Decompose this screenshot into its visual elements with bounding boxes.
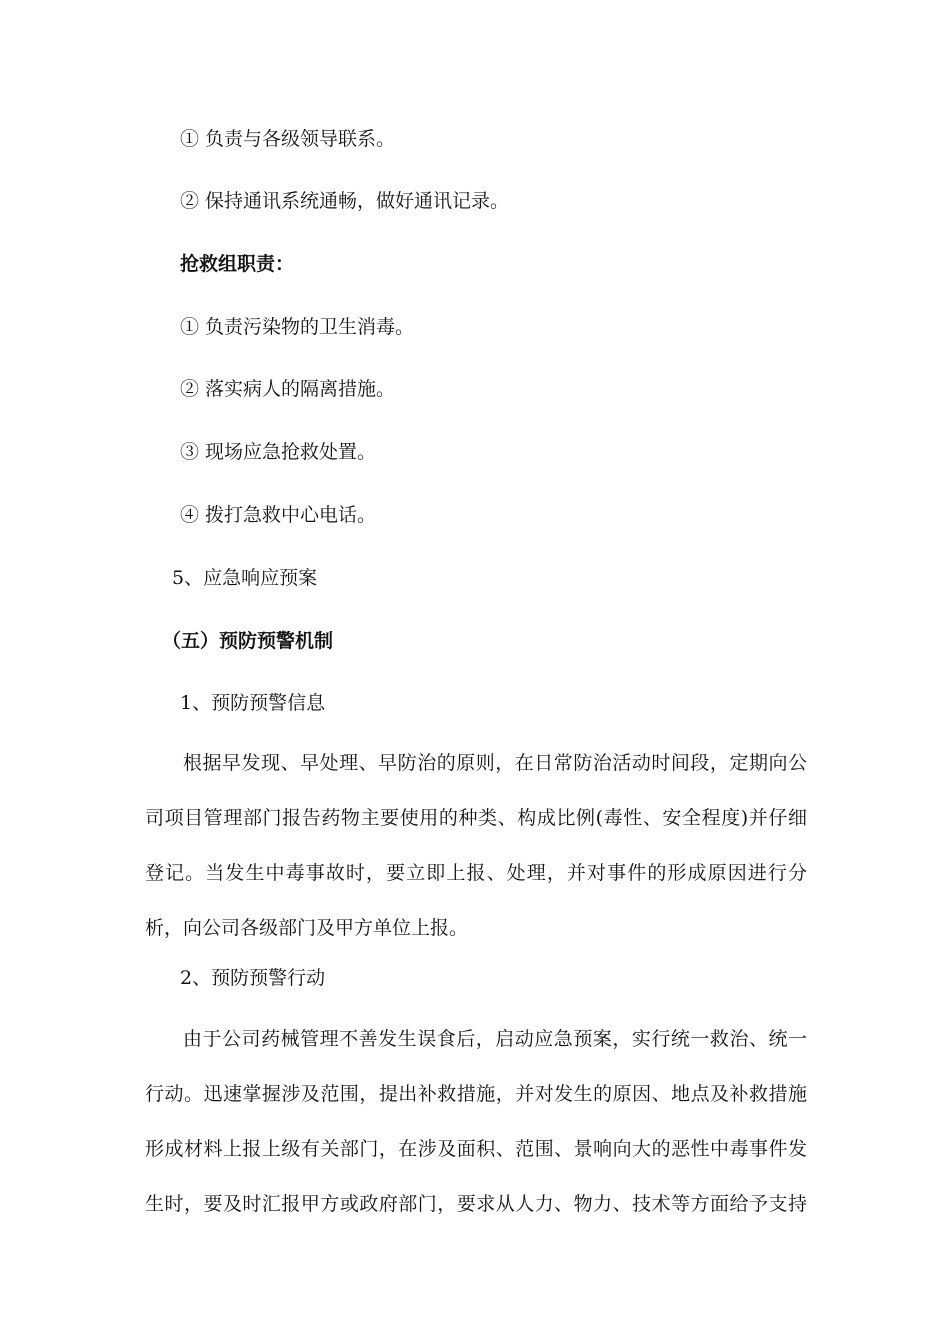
rescue-group-heading: 抢救组职责： <box>180 253 295 275</box>
section-five-heading: （五）预防预警机制 <box>162 630 334 652</box>
comm-item-2: ② 保持通讯系统通畅，做好通讯记录。 <box>180 190 510 212</box>
subsection-1-heading: 1、预防预警信息 <box>180 692 326 714</box>
rescue-item-1: ① 负责污染物的卫生消毒。 <box>180 316 415 338</box>
paragraph-line: 行动。迅速掌握涉及范围，提出补救措施，并对发生的原因、地点及补救措施 <box>145 1083 807 1105</box>
paragraph-line: 登记。当发生中毒事故时，要立即上报、处理，并对事件的形成原因进行分 <box>145 862 807 884</box>
comm-item-1: ① 负责与各级领导联系。 <box>180 128 396 150</box>
paragraph-warning-action <box>145 1012 807 1232</box>
rescue-item-4: ④ 拨打急救中心电话。 <box>180 504 377 526</box>
paragraph-line: 形成材料上报上级有关部门，在涉及面积、范围、景响向大的恶性中毒事件发 <box>145 1138 807 1160</box>
rescue-item-3: ③ 现场应急抢救处置。 <box>180 441 377 463</box>
paragraph-line: 生时，要及时汇报甲方或政府部门，要求从人力、物力、技术等方面给予支持 <box>145 1193 807 1215</box>
paragraph-line: 析，向公司各级部门及甲方单位上报。 <box>145 917 469 939</box>
rescue-item-2: ② 落实病人的隔离措施。 <box>180 378 396 400</box>
section-5-heading: 5、应急响应预案 <box>172 567 318 589</box>
subsection-2-heading: 2、预防预警行动 <box>180 967 326 989</box>
paragraph-line: 根据早发现、早处理、早防治的原则，在日常防治活动时间段，定期向公 <box>183 752 807 774</box>
paragraph-warning-info <box>145 736 807 956</box>
paragraph-line: 司项目管理部门报告药物主要使用的种类、构成比例(毒性、安全程度)并仔细 <box>145 807 807 829</box>
paragraph-line: 由于公司药械管理不善发生误食后，启动应急预案，实行统一救治、统一 <box>183 1028 807 1050</box>
